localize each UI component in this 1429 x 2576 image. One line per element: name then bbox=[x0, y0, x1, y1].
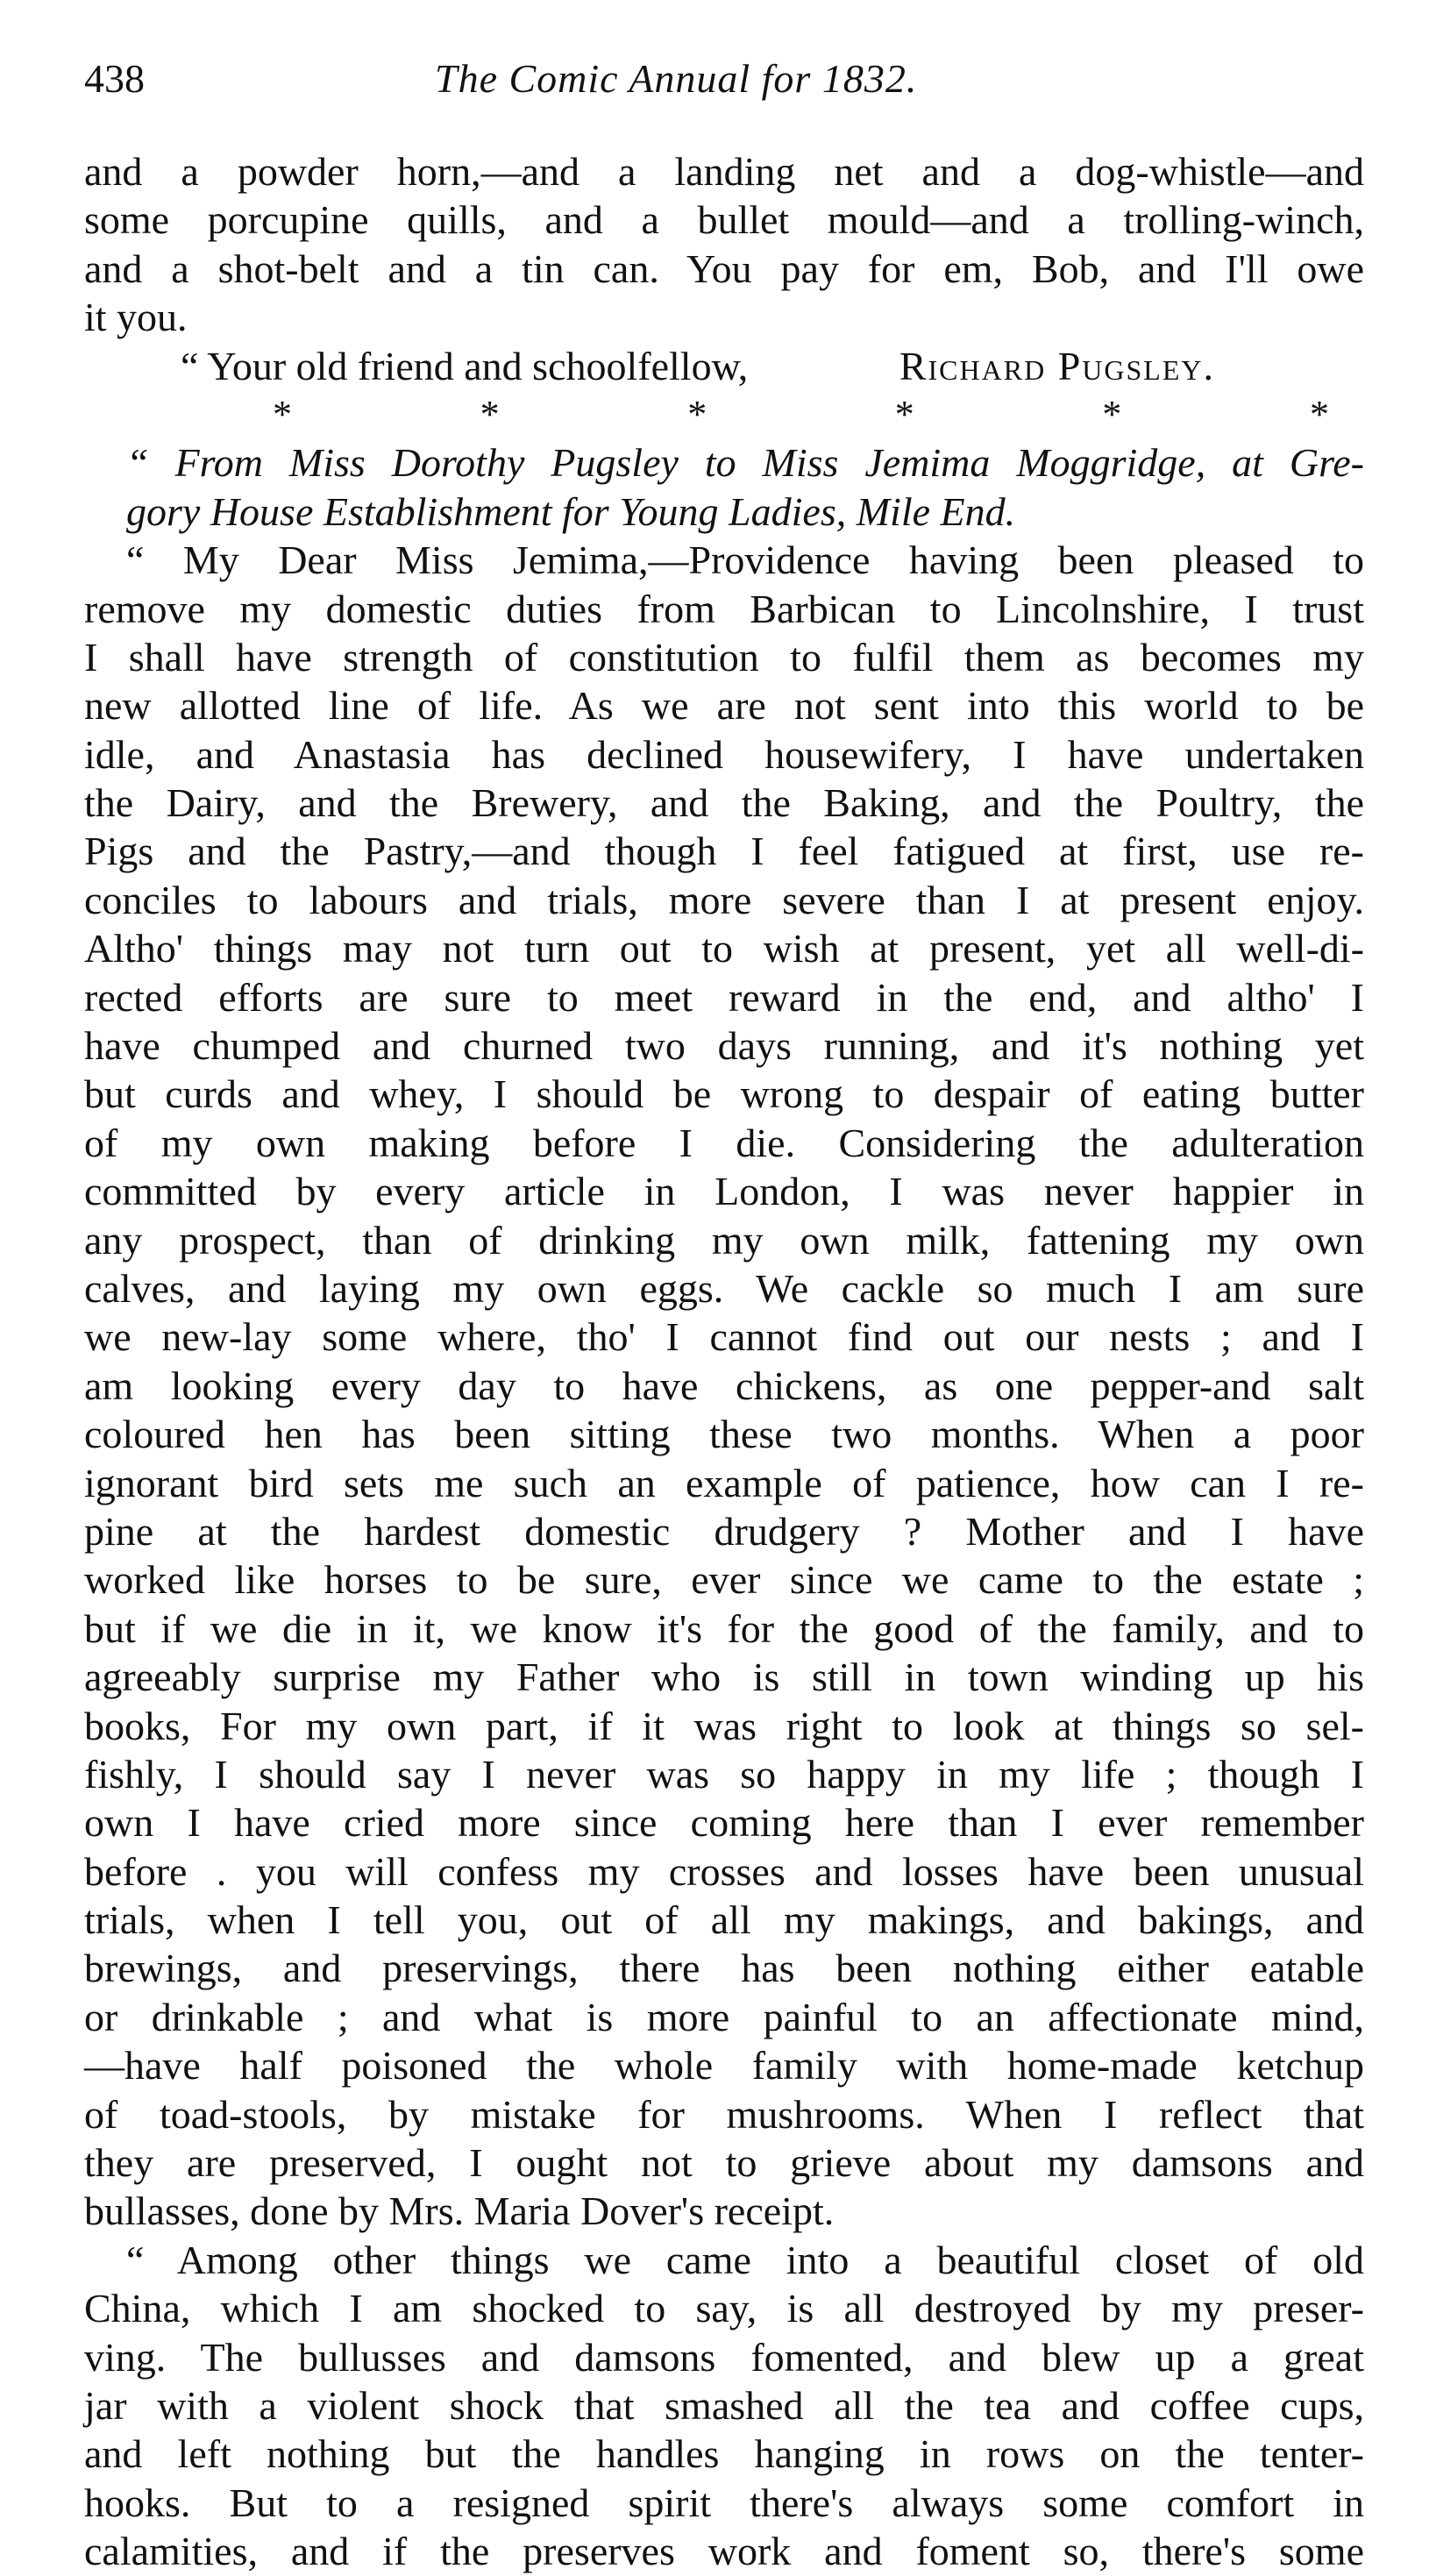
running-title: The Comic Annual for 1832. bbox=[435, 56, 918, 101]
text-line: they are preserved, I ought not to grieve about my damsons and bbox=[84, 2140, 1364, 2186]
text-line: brewings, and preservings, there has been nothing either eatable bbox=[84, 1946, 1364, 1991]
text-line: coloured hen has been sitting these two months. When a poor bbox=[84, 1412, 1364, 1457]
letter2-heading bbox=[84, 438, 1364, 536]
text-line: of toad-stools, by mistake for mushrooms. When I reflect that bbox=[84, 2091, 1364, 2137]
text-line: or drinkable ; and what is more painful to an affectionate mind, bbox=[84, 1994, 1364, 2039]
separator-star: * bbox=[687, 392, 707, 436]
text-line: books, For my own part, if it was right to look at things so sel- bbox=[84, 1703, 1364, 1748]
text-line: and left nothing but the handles hanging in rows on the tenter- bbox=[84, 2431, 1364, 2477]
page-body bbox=[84, 147, 1364, 2576]
letter1-ending bbox=[84, 147, 1364, 390]
page-header bbox=[84, 53, 1364, 105]
text-line: Pigs and the Pastry,—and though I feel fatigued at first, use re- bbox=[84, 829, 1364, 874]
text-line: committed by every article in London, I was never happier in bbox=[84, 1169, 1364, 1214]
text-line: calamities, and if the preserves work and foment so, there's some bbox=[84, 2529, 1364, 2574]
closing-line: “ Your old friend and schoolfellow, bbox=[181, 343, 749, 388]
text-line: China, which I am shocked to say, is all destroyed by my preser- bbox=[84, 2286, 1364, 2331]
text-line: of my own making before I die. Considering the adulteration bbox=[84, 1120, 1364, 1165]
signature: Richard Pugsley. bbox=[899, 343, 1215, 388]
text-line: some porcupine quills, and a bullet mould—and a trolling-winch, bbox=[84, 197, 1364, 243]
text-line: ignorant bird sets me such an example of patience, how can I re- bbox=[84, 1460, 1364, 1505]
text-line: it you. bbox=[84, 295, 188, 340]
heading-line: gory House Establishment for Young Ladies, Mile End. bbox=[126, 488, 1016, 534]
text-line: bullasses, done by Mrs. Maria Dover's receipt. bbox=[84, 2188, 835, 2234]
text-line: and a powder horn,—and a landing net and a dog-whistle—and bbox=[84, 149, 1364, 194]
separator-star: * bbox=[273, 392, 292, 436]
text-line: Altho' things may not turn out to wish at present, yet all well-di- bbox=[84, 926, 1364, 971]
text-line: agreeably surprise my Father who is still in town winding up his bbox=[84, 1654, 1364, 1700]
text-line: “ My Dear Miss Jemima,—Providence having been pleased to bbox=[126, 537, 1364, 583]
text-line: ving. The bullusses and damsons fomented, and blew up a great bbox=[84, 2334, 1364, 2380]
paragraph-2 bbox=[84, 2236, 1364, 2576]
text-line: hooks. But to a resigned spirit there's always some comfort in bbox=[84, 2480, 1364, 2525]
text-line: any prospect, than of drinking my own milk, fattening my own bbox=[84, 1217, 1364, 1263]
separator-star: * bbox=[1309, 392, 1329, 436]
text-line: am looking every day to have chickens, as one pepper-and salt bbox=[84, 1363, 1364, 1408]
separator-star: * bbox=[894, 392, 914, 436]
heading-line: “ From Miss Dorothy Pugsley to Miss Jemima Moggridge, at Gre- bbox=[126, 440, 1364, 486]
text-line: but if we die in it, we know it's for the good of the family, and to bbox=[84, 1605, 1364, 1651]
text-line: we new-lay some where, tho' I cannot find out our nests ; and I bbox=[84, 1314, 1364, 1360]
text-line: but curds and whey, I should be wrong to despair of eating butter bbox=[84, 1071, 1364, 1117]
page-number: 438 bbox=[84, 56, 145, 101]
text-line: own I have cried more since coming here than I ever remember bbox=[84, 1800, 1364, 1846]
text-line: the Dairy, and the Brewery, and the Baking, and the Poultry, the bbox=[84, 780, 1364, 826]
section-separator bbox=[84, 390, 1364, 438]
paragraph-1 bbox=[84, 536, 1364, 2236]
separator-star: * bbox=[480, 392, 500, 436]
text-line: worked like horses to be sure, ever since we came to the estate ; bbox=[84, 1557, 1364, 1603]
letter1-signoff bbox=[84, 342, 1364, 390]
text-line: remove my domestic duties from Barbican to Lincolnshire, I trust bbox=[84, 586, 1364, 631]
text-line: calves, and laying my own eggs. We cackle so much I am sure bbox=[84, 1265, 1364, 1311]
text-line: have chumped and churned two days running, and it's nothing yet bbox=[84, 1023, 1364, 1069]
text-line: fishly, I should say I never was so happy in my life ; though I bbox=[84, 1751, 1364, 1797]
text-line: rected efforts are sure to meet reward in the end, and altho' I bbox=[84, 974, 1364, 1020]
text-line: before . you will confess my crosses and losses have been unusual bbox=[84, 1848, 1364, 1894]
text-line: trials, when I tell you, out of all my makings, and bakings, and bbox=[84, 1897, 1364, 1943]
text-line: “ Among other things we came into a beautiful closet of old bbox=[126, 2237, 1364, 2282]
text-line: I shall have strength of constitution to fulfil them as becomes my bbox=[84, 634, 1364, 680]
text-line: conciles to labours and trials, more severe than I at present enjoy. bbox=[84, 877, 1364, 922]
text-line: and a shot-belt and a tin can. You pay for em, Bob, and I'll owe bbox=[84, 246, 1364, 291]
text-line: —have half poisoned the whole family with home-made ketchup bbox=[84, 2043, 1364, 2089]
text-line: idle, and Anastasia has declined housewifery, I have undertaken bbox=[84, 731, 1364, 777]
text-line: pine at the hardest domestic drudgery ? Mother and I have bbox=[84, 1508, 1364, 1554]
text-line: jar with a violent shock that smashed all the tea and coffee cups, bbox=[84, 2382, 1364, 2428]
separator-star: * bbox=[1102, 392, 1122, 436]
text-line: new allotted line of life. As we are not sent into this world to be bbox=[84, 683, 1364, 729]
